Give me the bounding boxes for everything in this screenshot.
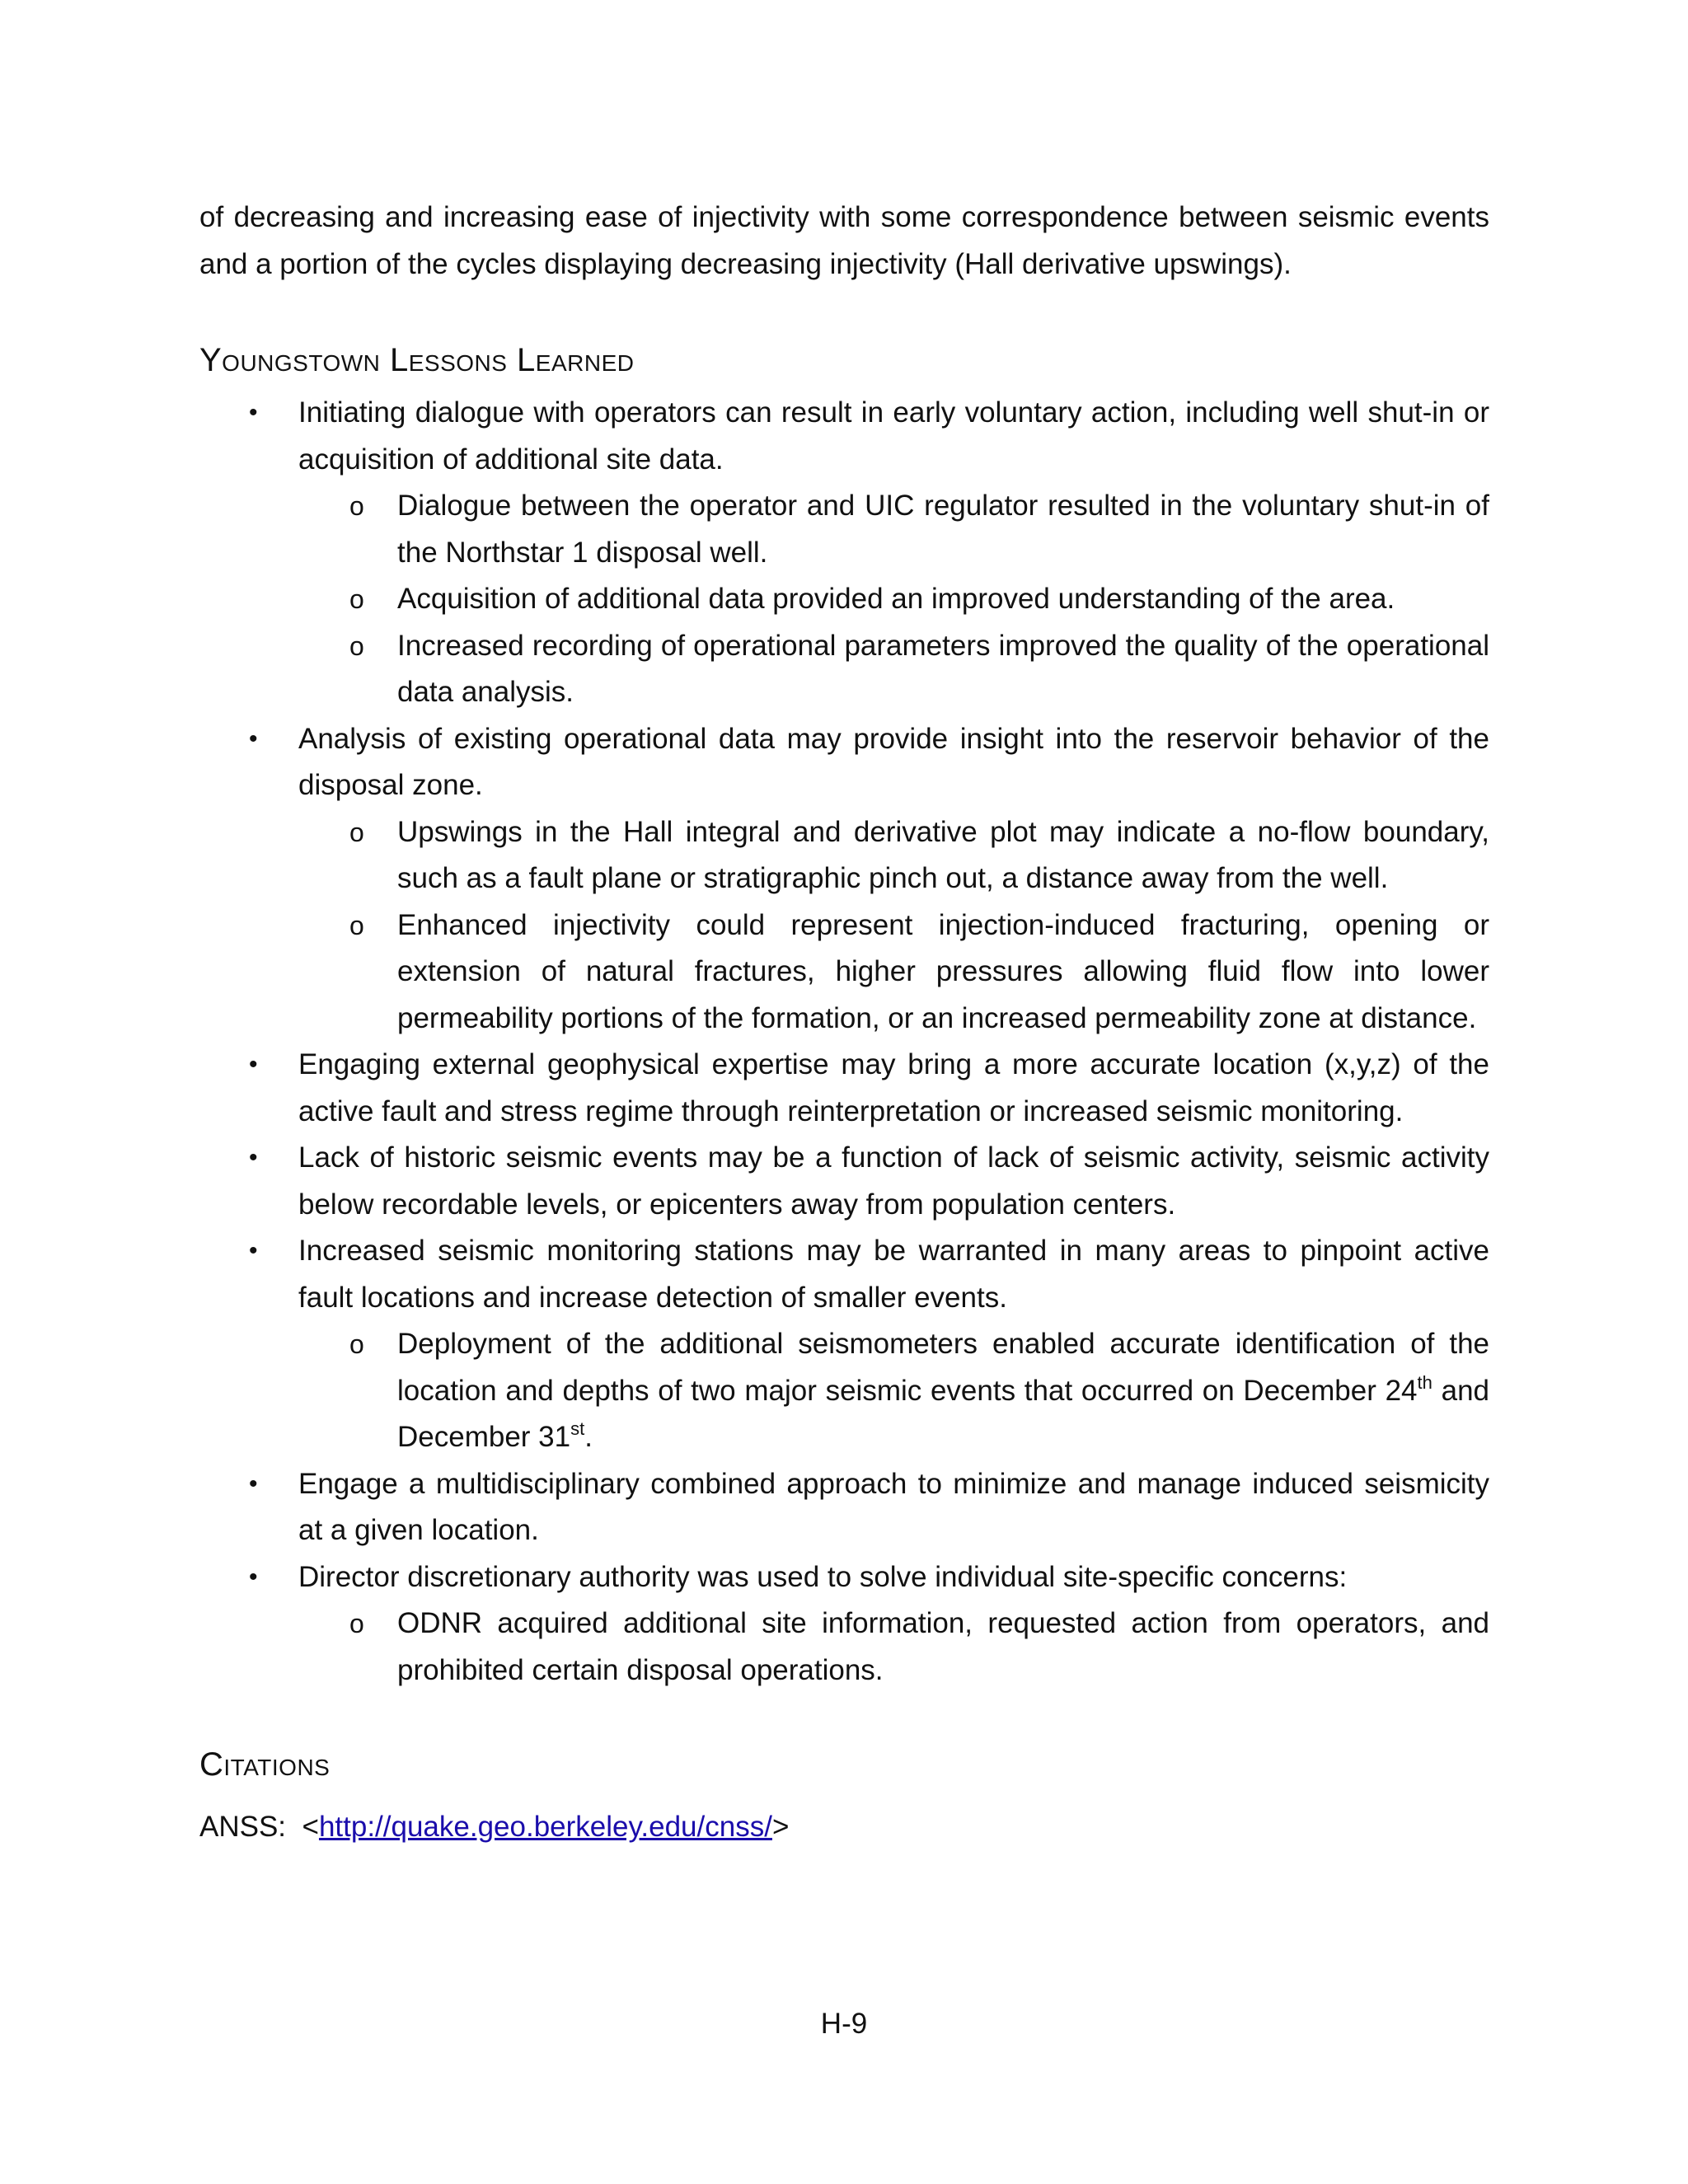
- sub-item: [298, 623, 1489, 716]
- lesson-text: Increased seismic monitoring stations may be warranted in many areas to pinpoint active fault locations and increase detection of smaller events.: [298, 1235, 1489, 1314]
- intro-paragraph: of decreasing and increasing ease of injectivity with some correspondence between seismic events and a portion of the cycles displaying decreasing injectivity (Hall derivative upswings).: [199, 201, 1489, 280]
- lesson-text: Director discretionary authority was used to solve individual site-specific concerns:: [298, 1560, 1348, 1593]
- sub-text: Acquisition of additional data provided an improved understanding of the area.: [397, 583, 1395, 615]
- ordinal-suffix: th: [1417, 1371, 1432, 1393]
- lesson-text: Lack of historic seismic events may be a function of lack of seismic activity, seismic activity below recordable levels, or epicenters away from population centers.: [298, 1141, 1489, 1221]
- citation-close-bracket: >: [771, 1811, 790, 1843]
- circle-bullet-icon: o: [349, 910, 364, 940]
- circle-bullet-icon: o: [349, 1609, 364, 1638]
- bullet-icon: •: [249, 1469, 258, 1497]
- bullet-icon: •: [249, 1237, 258, 1264]
- lessons-heading: Youngstown Lessons Learned: [199, 342, 635, 378]
- sub-item: [298, 483, 1489, 576]
- circle-bullet-icon: o: [349, 584, 364, 614]
- deploy-text-part3: .: [584, 1421, 593, 1453]
- citations-heading: Citations: [199, 1746, 331, 1783]
- deploy-text-part1: Deployment of the additional seismometers enabled accurate identification of the location and depths of two major seismic events that occurred on December 24: [397, 1328, 1489, 1407]
- page-number: H-9: [820, 2008, 868, 2040]
- bullet-icon: •: [249, 724, 258, 752]
- citation-entry: [199, 1804, 1489, 1851]
- lesson-text: Engage a multidisciplinary combined approach to minimize and manage induced seismicity at a given location.: [298, 1467, 1489, 1546]
- sub-item: [298, 902, 1489, 1043]
- sub-item: [298, 1601, 1489, 1694]
- bullet-icon: •: [249, 1051, 258, 1078]
- circle-bullet-icon: o: [349, 630, 364, 661]
- page-content: [199, 194, 1489, 1851]
- sub-text: Dialogue between the operator and UIC regulator resulted in the voluntary shut-in of the Northstar 1 disposal well.: [397, 490, 1489, 569]
- sub-text: Enhanced injectivity could represent injection-induced fracturing, opening or extension of natural fractures, higher pressures allowing fluid flow into lower permeability portions of the formation, or an increased permeability zone at distance.: [397, 908, 1489, 1034]
- bullet-icon: •: [249, 1563, 258, 1591]
- citation-link[interactable]: http://quake.geo.berkeley.edu/cnss/: [318, 1811, 772, 1843]
- circle-bullet-icon: o: [349, 817, 364, 847]
- sub-text: [397, 1321, 1489, 1461]
- lesson-text: Initiating dialogue with operators can result in early voluntary action, including well shut-in or acquisition of additional site data.: [298, 396, 1489, 476]
- circle-bullet-icon: o: [349, 491, 364, 521]
- lesson-item: [199, 1042, 1489, 1135]
- bullet-icon: •: [249, 1144, 258, 1171]
- sub-text: ODNR acquired additional site information, requested action from operators, and prohibited certain disposal operations.: [397, 1607, 1489, 1686]
- sub-item: [298, 1321, 1489, 1461]
- lesson-item: [199, 1228, 1489, 1461]
- citation-label: ANSS:: [199, 1811, 287, 1843]
- sub-list: [298, 1601, 1489, 1694]
- lesson-text: Analysis of existing operational data may provide insight into the reservoir behavior of the disposal zone.: [298, 722, 1489, 801]
- sub-item: [298, 576, 1489, 623]
- lesson-item: [199, 390, 1489, 716]
- citation-open-bracket: <: [302, 1811, 319, 1843]
- lesson-item: [199, 1135, 1489, 1228]
- deploy-text-part2: and December 31: [397, 1374, 1490, 1453]
- lesson-item: [199, 716, 1489, 1043]
- bullet-icon: •: [249, 399, 258, 426]
- sub-list: [298, 809, 1489, 1043]
- sub-list: [298, 483, 1489, 716]
- lesson-item: [199, 1461, 1489, 1554]
- lessons-list: [199, 390, 1489, 1694]
- lesson-text: Engaging external geophysical expertise may bring a more accurate location (x,y,z) of the active fault and stress regime through reinterpretation or increased seismic monitoring.: [298, 1048, 1489, 1127]
- circle-bullet-icon: o: [349, 1329, 364, 1359]
- sub-text: Upswings in the Hall integral and derivative plot may indicate a no-flow boundary, such as a fault plane or stratigraphic pinch out, a distance away from the well.: [397, 815, 1489, 894]
- sub-item: [298, 809, 1489, 902]
- lesson-item: [199, 1554, 1489, 1694]
- ordinal-suffix: st: [570, 1418, 585, 1439]
- sub-text: Increased recording of operational parameters improved the quality of the operational data analysis.: [397, 629, 1489, 708]
- sub-list: [298, 1321, 1489, 1461]
